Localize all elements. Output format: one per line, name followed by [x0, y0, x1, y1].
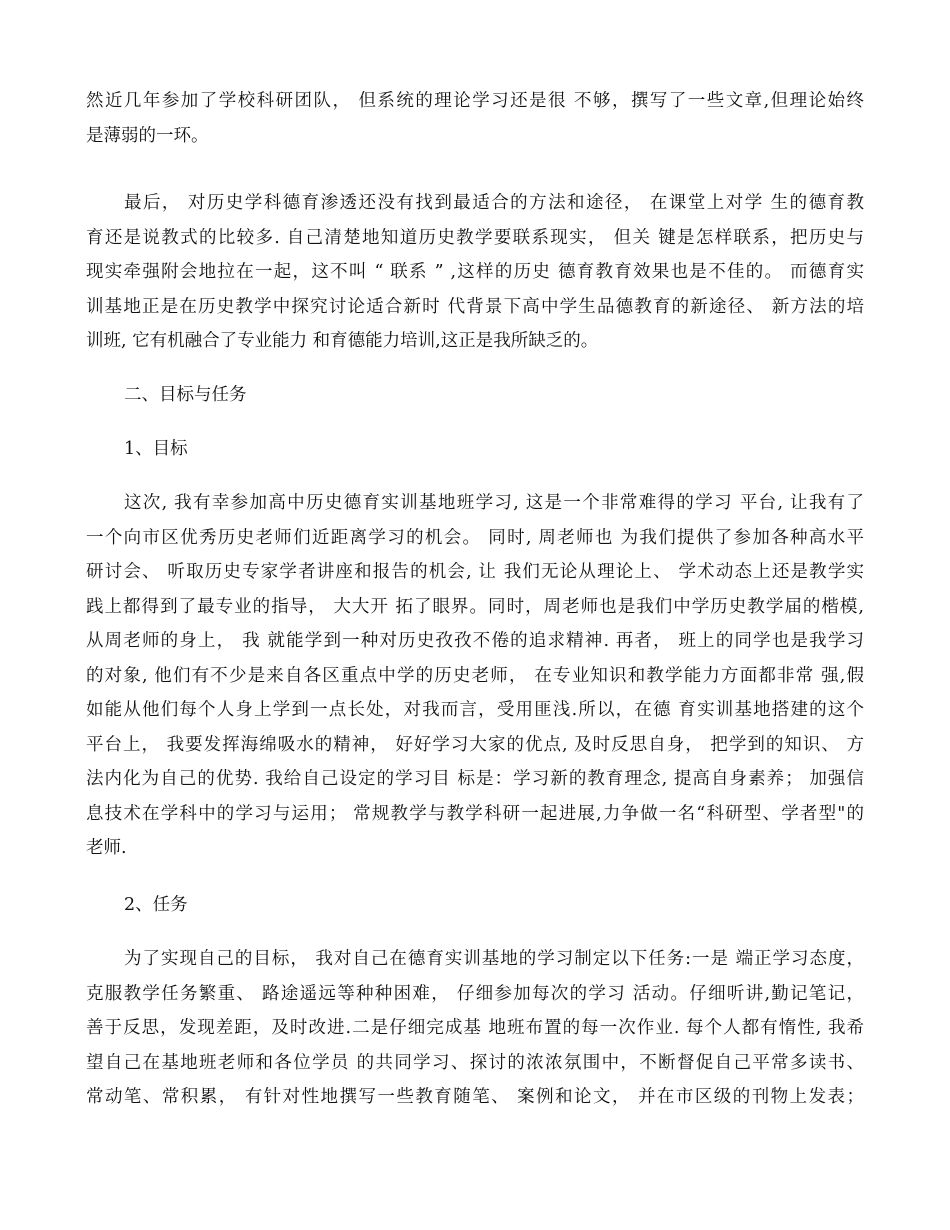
subsection-heading-goals: 1、目标 [124, 439, 188, 459]
paragraph-line: 的对象, 他们有不少是来自各区重点中学的历史老师， 在专业知识和教学能力方面都非常 强,假 [86, 665, 864, 686]
paragraph-tasks [86, 942, 864, 1115]
paragraph-line: 训班, 它有机融合了专业能力 和育德能力培训,这正是我所缺乏的。 [86, 331, 599, 351]
paragraph-line: 平台上， 我要发挥海绵吸水的精神， 好好学习大家的优点, 及时反思自身， 把学到的知识、 方 [86, 734, 864, 755]
paragraph-line: 老师. [86, 838, 127, 858]
subsection-heading-tasks: 2、任务 [124, 895, 188, 915]
paragraph-line: 法内化为自己的优势. 我给自己设定的学习目 标是：学习新的教育理念, 提高自身素养； 加强信 [86, 769, 864, 789]
paragraph-line: 息技术在学科中的学习与运用； 常规教学与教学科研一起进展,力争做一名“科研型、学者型"的 [86, 803, 864, 824]
paragraph-line: 然近几年参加了学校科研团队， 但系统的理论学习还是很 不够，撰写了一些文章,但理论始终 [86, 91, 864, 111]
paragraph-line: 常动笔、常积累， 有针对性地撰写一些教育随笔、 案例和论文， 并在市区级的刊物上发表； [86, 1087, 864, 1107]
paragraph-goals [86, 486, 864, 866]
paragraph-line: 现实牵强附会地拉在一起，这不叫 “ 联系 ” ,这样的历史 德育教育效果也是不佳的。 而德育实 [86, 262, 864, 282]
paragraph-line: 从周老师的身上， 我 就能学到一种对历史孜孜不倦的追求精神. 再者， 班上的同学也是我学习 [86, 631, 864, 651]
paragraph-line: 训基地正是在历史教学中探究讨论适合新时 代背景下高中学生品德教育的新途径、 新方法的培 [86, 296, 864, 317]
paragraph-line: 是薄弱的一环。 [86, 125, 209, 146]
paragraph-line: 这次, 我有幸参加高中历史德育实训基地班学习, 这是一个非常难得的学习 平台, 让我有了 [124, 493, 864, 513]
paragraph-line: 为了实现自己的目标， 我对自己在德育实训基地的学习制定以下任务:一是 端正学习态度， [124, 949, 864, 969]
paragraph-line: 善于反思，发现差距，及时改进.二是仔细完成基 地班布置的每一次作业. 每个人都有惰性, 我希 [86, 1018, 864, 1038]
paragraph-line: 育还是说教式的比较多. 自己清楚地知道历史教学要联系现实， 但关 键是怎样联系，把历史与 [86, 227, 864, 248]
paragraph-line: 最后， 对历史学科德育渗透还没有找到最适合的方法和途径， 在课堂上对学 生的德育教 [124, 193, 864, 213]
paragraph-line: 望自己在基地班老师和各位学员 的共同学习、探讨的浓浓氛围中，不断督促自己平常多读书、 [86, 1052, 864, 1073]
paragraph-line: 研讨会、 听取历史专家学者讲座和报告的机会, 让 我们无论从理论上、 学术动态上还是教学实 [86, 562, 864, 582]
paragraph-line: 如能从他们每个人身上学到一点长处，对我而言，受用匪浅.所以，在德 育实训基地搭建的这个 [86, 700, 864, 720]
paragraph-theory-weakness [86, 84, 864, 153]
paragraph-line: 一个向市区优秀历史老师们近距离学习的机会。 同时, 周老师也 为我们提供了参加各种高水平 [86, 527, 864, 548]
section-heading-goals-tasks: 二、目标与任务 [124, 385, 247, 405]
paragraph-line: 践上都得到了最专业的指导， 大大开 拓了眼界。同时，周老师也是我们中学历史教学届的楷模, [86, 596, 864, 617]
paragraph-line: 克服教学任务繁重、 路途遥远等种种困难， 仔细参加每次的学习 活动。仔细听讲,勤记笔记， [86, 983, 864, 1004]
paragraph-moral-education [86, 186, 864, 359]
